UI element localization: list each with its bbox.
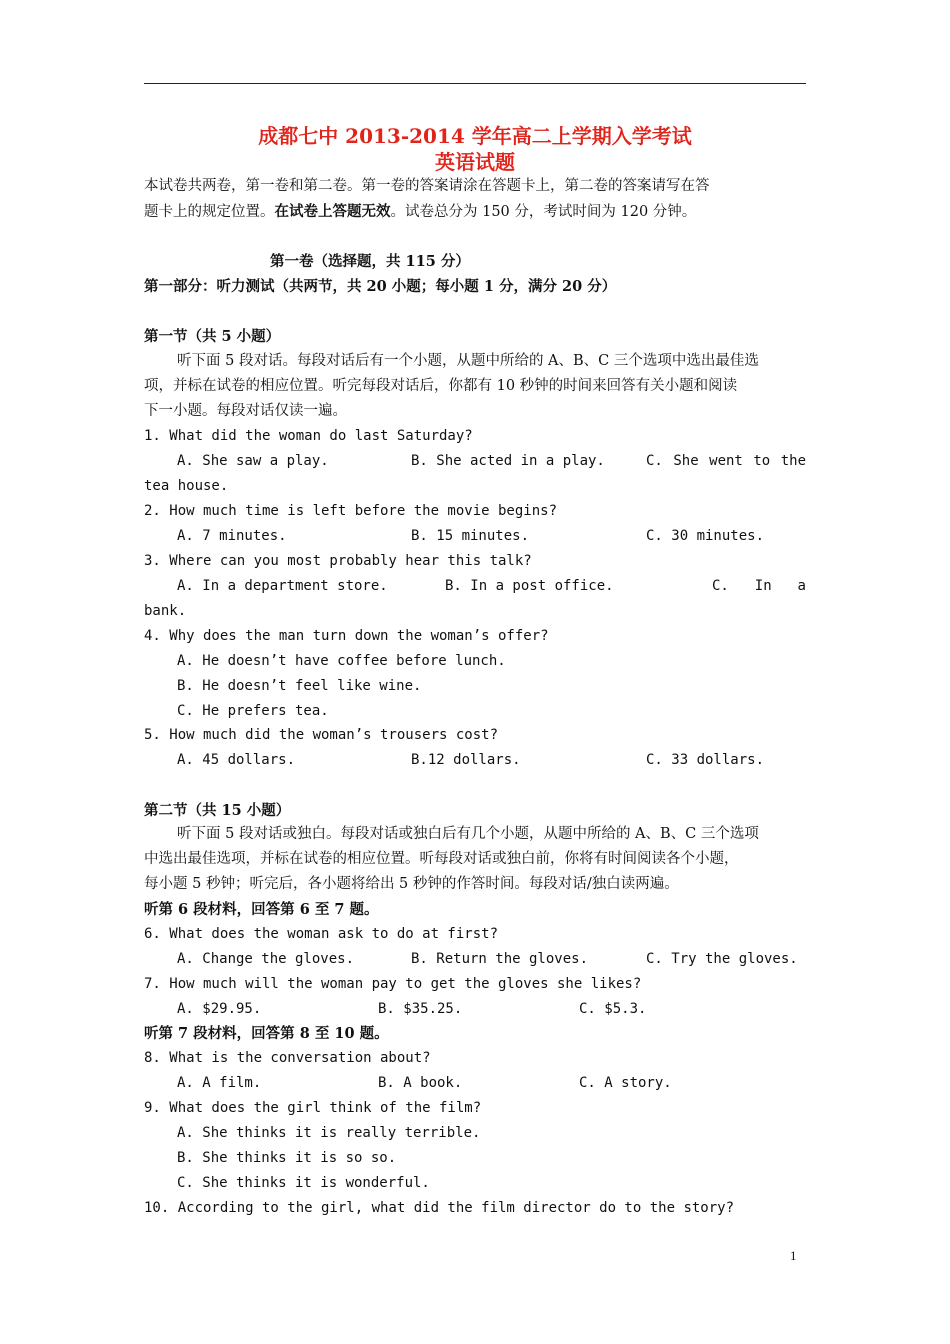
exam-title: 成都七中 2013-2014 学年高二上学期入学考试 xyxy=(258,124,692,148)
section1-instr-2: 项，并标在试卷的相应位置。听完每段对话后，你都有 10 秒钟的时间来回答有关小题和阅读 xyxy=(144,378,738,394)
question-10: 10. According to the girl, what did the film director do to the story? xyxy=(144,1200,735,1216)
section1-instr-1: 听下面 5 段对话。每段对话后有一个小题，从题中所给的 A、B、C 三个选项中选出最佳选 xyxy=(177,353,759,369)
section1-instr-3: 下一小题。每段对话仅读一遍。 xyxy=(144,403,347,419)
volume-heading: 第一卷（选择题，共 115 分） xyxy=(270,253,470,270)
question-4-option-a: A. He doesn’t have coffee before lunch. xyxy=(177,653,506,669)
question-9-option-a: A. She thinks it is really terrible. xyxy=(177,1125,481,1141)
section2-heading: 第二节（共 15 小题） xyxy=(144,802,291,819)
material-7-heading: 听第 7 段材料，回答第 8 至 10 题。 xyxy=(144,1025,389,1042)
question-3: 3. Where can you most probably hear this talk? xyxy=(144,553,532,569)
intro-warning: 在试卷上答题无效 xyxy=(274,203,391,220)
question-5: 5. How much did the woman’s trousers cost? xyxy=(144,727,499,743)
question-7: 7. How much will the woman pay to get the gloves she likes? xyxy=(144,976,642,992)
section2-instr-3: 每小题 5 秒钟；听完后，各小题将给出 5 秒钟的作答时间。每段对话/独白读两遍。 xyxy=(144,876,679,892)
intro-line-1: 本试卷共两卷，第一卷和第二卷。第一卷的答案请涂在答题卡上，第二卷的答案请写在答 xyxy=(144,178,710,194)
header-rule xyxy=(144,83,806,84)
question-1-option-c-cont: tea house. xyxy=(144,478,229,494)
part-heading: 第一部分：听力测试（共两节，共 20 小题；每小题 1 分，满分 20 分） xyxy=(144,278,617,295)
question-4-option-c: C. He prefers tea. xyxy=(177,703,329,719)
section2-instr-2: 中选出最佳选项，并标在试卷的相应位置。听每段对话或独白前，你将有时间阅读各个小题， xyxy=(144,851,739,867)
question-1: 1. What did the woman do last Saturday? xyxy=(144,428,473,444)
exam-subtitle: 英语试题 xyxy=(435,150,515,174)
section1-heading: 第一节（共 5 小题） xyxy=(144,328,281,345)
section2-instr-1: 听下面 5 段对话或独白。每段对话或独白后有几个小题，从题中所给的 A、B、C 三个选项 xyxy=(177,826,759,842)
question-2: 2. How much time is left before the movie begins? xyxy=(144,503,558,519)
material-6-heading: 听第 6 段材料，回答第 6 至 7 题。 xyxy=(144,901,379,918)
question-8: 8. What is the conversation about? xyxy=(144,1050,431,1066)
question-4-option-b: B. He doesn’t feel like wine. xyxy=(177,678,422,694)
question-6: 6. What does the woman ask to do at first? xyxy=(144,926,499,942)
question-9-option-b: B. She thinks it is so so. xyxy=(177,1150,397,1166)
page-number: 1 xyxy=(790,1248,797,1263)
question-9: 9. What does the girl think of the film? xyxy=(144,1100,482,1116)
question-9-option-c: C. She thinks it is wonderful. xyxy=(177,1175,430,1191)
intro-line-2: 题卡上的规定位置。在试卷上答题无效。试卷总分为 150 分，考试时间为 120 分钟。 xyxy=(144,203,697,220)
question-4: 4. Why does the man turn down the woman’s offer? xyxy=(144,628,549,644)
question-3-option-c-cont: bank. xyxy=(144,603,187,619)
